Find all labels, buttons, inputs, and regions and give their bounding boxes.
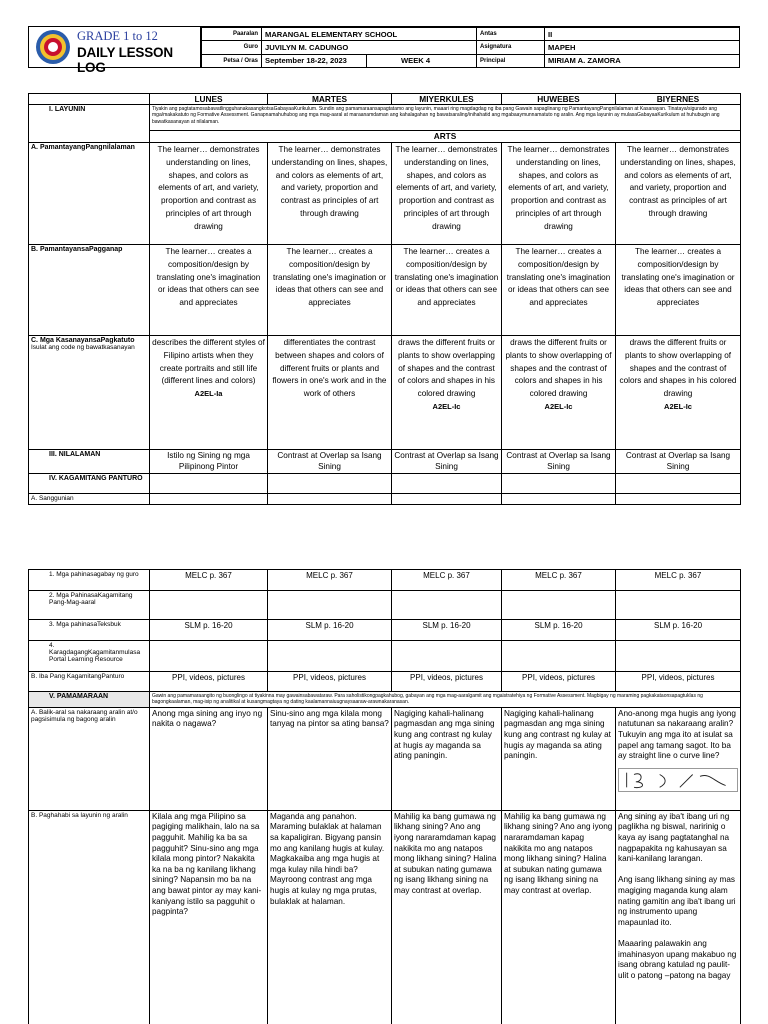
nilalaman-huwebes: Contrast at Overlap sa Isang Sining (502, 450, 616, 474)
subject-label: Asignatura (477, 41, 545, 54)
row-label-competencies (29, 336, 150, 450)
day-header-biyernes: BIYERNES (616, 94, 741, 105)
ref-textbook-biyernes: SLM p. 16-20 (616, 620, 741, 641)
sanggunian-label: A. Sanggunian (29, 494, 150, 505)
content-standard-miyerkules: The learner… demonstrates understanding on lines, shapes, and colors as elements of art, and variety, proportion and contrast as principles of art through drawing (392, 143, 502, 245)
dll-title: DAILY LESSON LOG (77, 45, 173, 75)
competency-code: A2EL-Ic (664, 401, 692, 411)
line-sketch-image (618, 768, 738, 792)
content-standard-biyernes: The learner… demonstrates understanding on lines, shapes, and colors as elements of art, and variety, proportion and contrast as principles of art through drawing (616, 143, 741, 245)
competency-text: draws the different fruits or plants to show overlapping of shapes and the contrast of colors and shapes in his colored drawing (619, 338, 737, 399)
ref-label-teacher-guide: 1. Mga pahinasagabay ng guro (29, 570, 150, 591)
date-value: September 18-22, 2023 (262, 54, 367, 67)
competencies-title: C. Mga KasanayansaPagkatuto (31, 337, 135, 344)
content-standard-huwebes: The learner… demonstrates understanding on lines, shapes, and colors as elements of art, and variety, proportion and contrast as principles of art through drawing (502, 143, 616, 245)
ref-learner-materials-cell (150, 591, 268, 620)
content-standard-martes: The learner… demonstrates understanding on lines, shapes, and colors as elements of art, and variety, proportion and contrast as principles of art through drawing (268, 143, 392, 245)
date-label: Petsa / Oras (202, 54, 262, 67)
ref-learner-materials-cell (616, 591, 741, 620)
arts-label: ARTS (150, 131, 741, 143)
school-label: Paaralan (202, 28, 262, 41)
row-label-review: A. Balik-aral sa nakaraang aralin at/o pagsisimula ng bagong aralin (29, 707, 150, 810)
sanggunian-cell (502, 494, 616, 505)
pamamaraan-note: Gawin ang pamamaraangito ng buonglingo at tiyakinna may gawainsabawataraw. Para saholistikongpagkahubog, gabayan ang mga mag-aaralgamit ang mgaistratehiya ng Formative Assessment. Magbigay ng maraming pagkakataonsapagtuklas ng bagongkaalaman, mag-isip ng analitikal at kusangmagtaya ng dating kaalamannaiuugnaysaaraw-arawnakaranasan. (150, 692, 741, 708)
competency-huwebes (502, 336, 616, 450)
grade-level-value: II (545, 28, 740, 41)
school-value: MARANGAL ELEMENTARY SCHOOL (262, 28, 477, 41)
kagamitan-cell (616, 474, 741, 494)
performance-standard-lunes: The learner… creates a composition/design by translating one's imagination or ideas that others can see and appreciates (150, 245, 268, 336)
grade-level-label: Antas (477, 28, 545, 41)
ref-portal-cell (616, 641, 741, 672)
kagamitan-cell (150, 474, 268, 494)
header-logo-cell (29, 27, 201, 75)
teacher-value: JUVILYN M. CADUNGO (262, 41, 477, 54)
ref-textbook-huwebes: SLM p. 16-20 (502, 620, 616, 641)
ref-teacher-guide-miyerkules: MELC p. 367 (392, 570, 502, 591)
section-kagamitan-label: IV. KAGAMITANG PANTURO (29, 474, 150, 494)
subject-value: MAPEH (545, 41, 740, 54)
review-huwebes: Nagiging kahali-halinang pagmasdan ang mga sining kung ang contrast ng kulay at hugis ay maganda sa ating paningin. (502, 707, 616, 810)
section-pamamaraan-label: V. PAMAMARAAN (29, 692, 150, 708)
grade-label: GRADE 1 to 12 (77, 29, 158, 43)
ref-teacher-guide-lunes: MELC p. 367 (150, 570, 268, 591)
day-header-huwebes: HUWEBES (502, 94, 616, 105)
sanggunian-cell (150, 494, 268, 505)
row-label-purpose: B. Paghahabi sa layunin ng aralin (29, 810, 150, 1024)
ref-other-huwebes: PPI, videos, pictures (502, 672, 616, 692)
row-label-performance-standard: B. PamantayansaPagganap (29, 245, 150, 336)
competency-code: A2EL-Ic (432, 401, 461, 411)
section-nilalaman-label: III. NILALAMAN (29, 450, 150, 474)
competency-text: describes the different styles of Filipino artists when they create portraits and still life (different lines and colors) (152, 338, 265, 386)
ref-label-portal: 4. KaragdagangKagamitanmulasa Portal Learning Resource (29, 641, 150, 672)
review-miyerkules: Nagiging kahali-halinang pagmasdan ang mga sining kung ang contrast ng kulay at hugis ay maganda sa ating paningin. (392, 707, 502, 810)
layunin-note: Tiyakin ang pagtatamosabawatlingguhanakasangkotsaGabayaaKurikulum. Sundin ang pamamaraansapagtatamo ang layunin, maaari ring magdagdag ng iba pang Gawain sapaglinang ng PamantayangPangnilalaman at Kasanayan. Tinataya/sigurado ang mga/makakatuto ng Formative Assessment. Ganapnamahuhubog ang mga mag-aaral at maraanamdaman ang kahalagahan ng bawatsaraling/inihahatid ang mgabaaymunnamatuto ng aralin. Ang mga layunin ay mulasaGabayaaKurikulum at huhubugin ang bawatkasanayan at nilalaman. (150, 105, 741, 131)
week-value: WEEK 4 (367, 54, 477, 67)
kagamitan-cell (268, 474, 392, 494)
purpose-lunes: Kilala ang mga Pilipino sa pagiging malikhain, lalo na sa pagguhit. Mahilig ka ba sa pagguhit? Sinu-sino ang mga kilala mong pintor? Nakakita ka na ba ng kanilang likhang sining? Napansin mo ba na ang bawat pintor ay may kani-kaniyang istilo sa pagguhit o pagpinta? (150, 810, 268, 1024)
ref-portal-cell (502, 641, 616, 672)
ref-portal-cell (392, 641, 502, 672)
day-header-blank (29, 94, 150, 105)
competency-lunes (150, 336, 268, 450)
ref-learner-materials-cell (268, 591, 392, 620)
sanggunian-cell (268, 494, 392, 505)
lesson-table-top (28, 93, 741, 505)
nilalaman-biyernes: Contrast at Overlap sa Isang Sining (616, 450, 741, 474)
ref-textbook-miyerkules: SLM p. 16-20 (392, 620, 502, 641)
day-header-martes: MARTES (268, 94, 392, 105)
deped-seal-icon (35, 29, 71, 65)
ref-learner-materials-cell (502, 591, 616, 620)
day-header-miyerkules: MIYERKULES (392, 94, 502, 105)
section-layunin-label: I. LAYUNIN (29, 105, 150, 143)
purpose-huwebes: Mahilig ka bang gumawa ng likhang sining? Ano ang iyong nararamdaman kapag nakikita mo ang natapos mong likhang sining? Halina at subukan nating gumawa ng isang likhang sining na may contrast at overlap. (502, 810, 616, 1024)
lesson-table-bottom (28, 569, 741, 1024)
ref-learner-materials-cell (392, 591, 502, 620)
nilalaman-lunes: Istilo ng Sining ng mga Pilipinong Pintor (150, 450, 268, 474)
content-standard-lunes: The learner… demonstrates understanding on lines, shapes, and colors as elements of art, and variety, proportion and contrast as principles of art through drawing (150, 143, 268, 245)
ref-textbook-martes: SLM p. 16-20 (268, 620, 392, 641)
competency-miyerkules (392, 336, 502, 450)
day-header-lunes: LUNES (150, 94, 268, 105)
sanggunian-cell (392, 494, 502, 505)
header (28, 26, 740, 75)
row-label-content-standard: A. PamantayangPangnilalaman (29, 143, 150, 245)
ref-teacher-guide-huwebes: MELC p. 367 (502, 570, 616, 591)
principal-label: Principal (477, 54, 545, 67)
ref-other-biyernes: PPI, videos, pictures (616, 672, 741, 692)
competencies-subtitle: Isulat ang code ng bawatkasanayan (31, 344, 135, 351)
principal-value: MIRIAM A. ZAMORA (545, 54, 740, 67)
ref-label-learner-materials: 2. Mga PahinasaKagamitang Pang-Mag-aaral (29, 591, 150, 620)
purpose-biyernes: Ang sining ay iba't ibang uri ng paglikha ng biswal, naririnig o kaya ay isang pagtatanghal na nagpapakita ng kahusayan sa kani-kanilang larangan. Ang isang likhang sining ay mas magiging maganda kung alam nating gamitin ang iba't ibang uri ng instrumento upang mapaunlad ito. Maaaring palawakin ang imahinasyon upang makabuo ng isang obrang katulad ng paulit-ulit o patong –patong na bagay (616, 810, 741, 1024)
performance-standard-martes: The learner… creates a composition/design by translating one's imagination or ideas that others can see and appreciates (268, 245, 392, 336)
competency-text: draws the different fruits or plants to show overlapping of shapes and the contrast of colors and shapes in his colored drawing (505, 338, 612, 399)
competency-text: differentiates the contrast between shapes and colors of different fruits or plants and flowers in one's work and in the work of others (272, 338, 387, 399)
ref-portal-cell (268, 641, 392, 672)
ref-textbook-lunes: SLM p. 16-20 (150, 620, 268, 641)
ref-other-lunes: PPI, videos, pictures (150, 672, 268, 692)
sanggunian-cell (616, 494, 741, 505)
ref-teacher-guide-biyernes: MELC p. 367 (616, 570, 741, 591)
review-biyernes: Ano-anong mga hugis ang iyong natutunan sa nakaraang aralin? Tukuyin ang mga ito at isulat sa papel ang tamang sagot. Ito ba ay straight line o curve line? (618, 708, 736, 761)
competency-martes (268, 336, 392, 450)
ref-other-martes: PPI, videos, pictures (268, 672, 392, 692)
review-martes: Sinu-sino ang mga kilala mong tanyag na pintor sa ating bansa? (268, 707, 392, 810)
ref-label-textbook: 3. Mga pahinasaTeksbuk (29, 620, 150, 641)
ref-portal-cell (150, 641, 268, 672)
performance-standard-miyerkules: The learner… creates a composition/design by translating one's imagination or ideas that others can see and appreciates (392, 245, 502, 336)
competency-code: A2EL-Ic (544, 401, 573, 411)
performance-standard-huwebes: The learner… creates a composition/design by translating one's imagination or ideas that others can see and appreciates (502, 245, 616, 336)
review-lunes: Anong mga sining ang inyo ng nakita o nagawa? (150, 707, 268, 810)
nilalaman-martes: Contrast at Overlap sa Isang Sining (268, 450, 392, 474)
purpose-martes: Maganda ang panahon. Maraming bulaklak at halaman sa kapaligiran. Bigyang pansin mo ang kanilang hugis at kulay. Magkakaiba ang mga hugis at mga kulay nila hindi ba? Mayroong contrast ang mga hugis at kulay ng mga prutas, bulaklak at halaman. (268, 810, 392, 1024)
review-biyernes-cell (616, 707, 741, 810)
ref-other-miyerkules: PPI, videos, pictures (392, 672, 502, 692)
kagamitan-cell (392, 474, 502, 494)
purpose-miyerkules: Mahilig ka bang gumawa ng likhang sining? Ano ang iyong nararamdaman kapag nakikita mo ang natapos mong likhang sining? Halina at subukan nating gumawa ng isang likhang sining na may contrast at overlap. (392, 810, 502, 1024)
teacher-label: Guro (202, 41, 262, 54)
performance-standard-biyernes: The learner… creates a composition/design by translating one's imagination or ideas that others can see and appreciates (616, 245, 741, 336)
competency-text: draws the different fruits or plants to show overlapping of shapes and the contrast of colors and shapes in his colored drawing (398, 338, 495, 399)
competency-code: A2EL-Ia (194, 389, 223, 399)
ref-teacher-guide-martes: MELC p. 367 (268, 570, 392, 591)
ref-label-other-materials: B. Iba Pang KagamitangPanturo (29, 672, 150, 692)
kagamitan-cell (502, 474, 616, 494)
nilalaman-miyerkules: Contrast at Overlap sa Isang Sining (392, 450, 502, 474)
competency-biyernes (616, 336, 741, 450)
header-info-grid (201, 27, 740, 68)
